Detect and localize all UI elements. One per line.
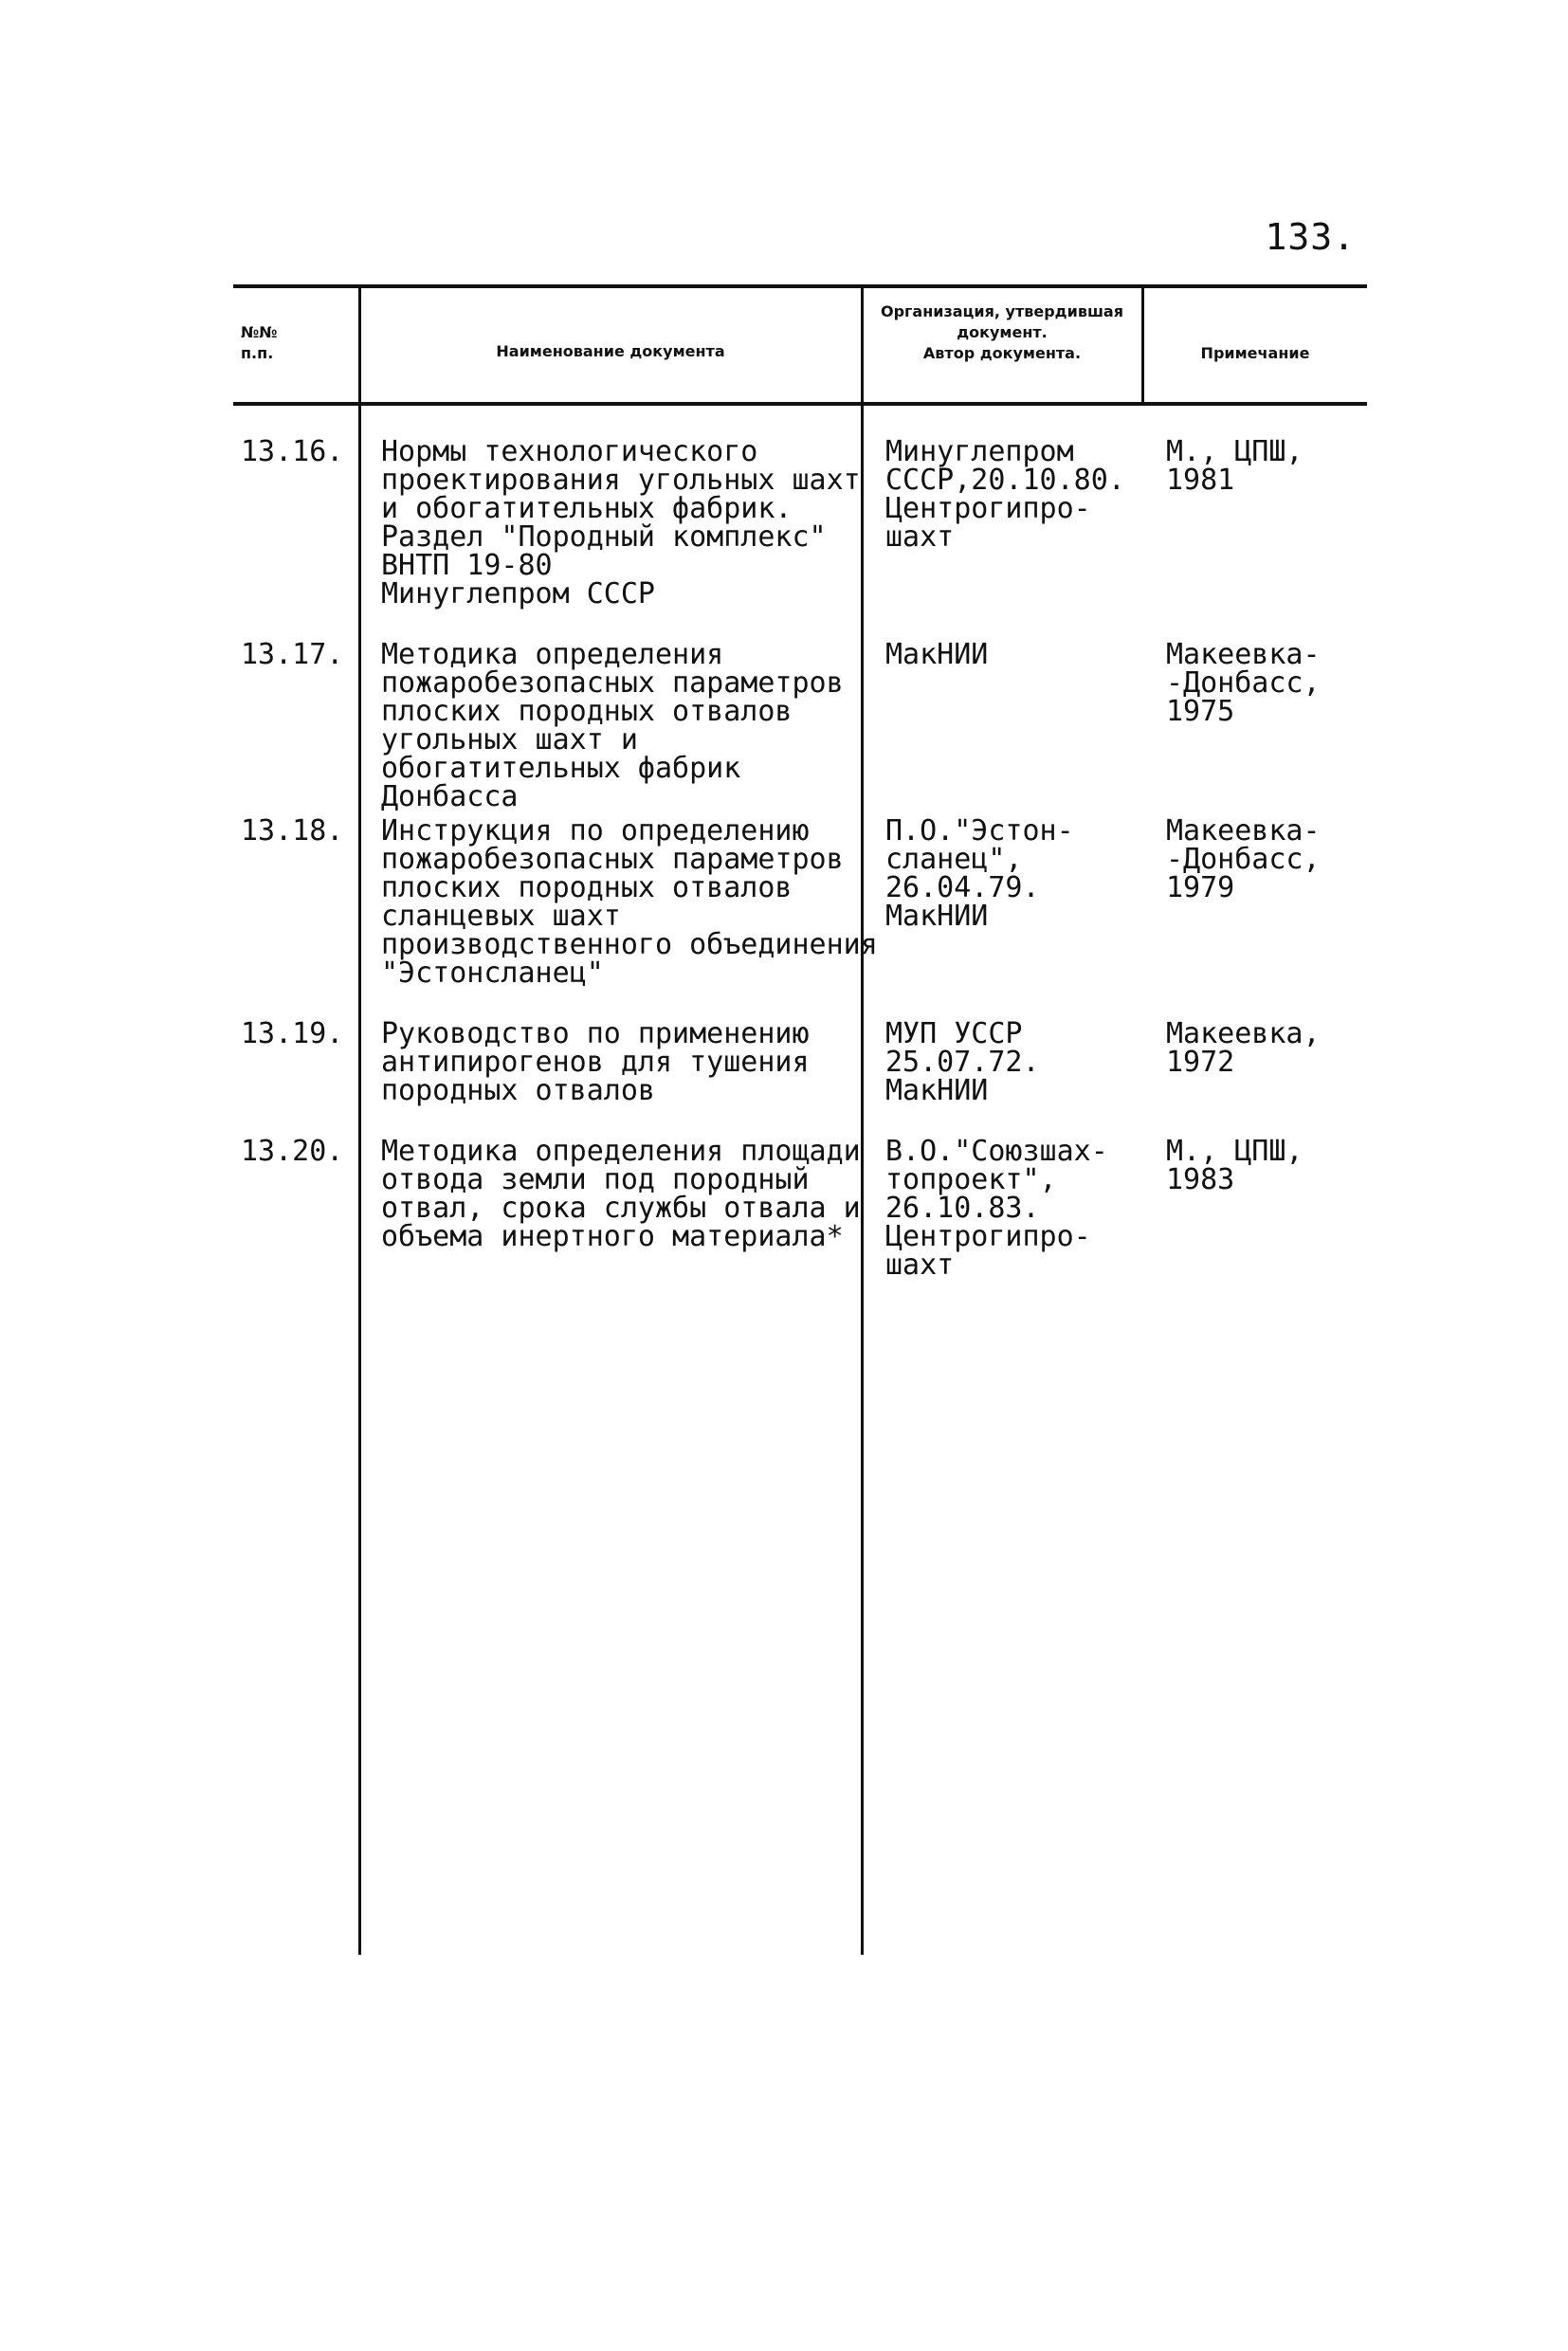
row-number: 13.20.	[241, 1135, 344, 1168]
row-document-name: Методика определения площади отвода земли под породный отвал, срока службы отвала и объема инертного материала*	[381, 1135, 861, 1253]
table-header-rule	[233, 402, 1367, 406]
row-document-name: Инструкция по определению пожаробезопасных параметров плоских породных отвалов сланцевых шахт производственного объединения "Эстонсланец"	[381, 814, 878, 990]
row-organization: П.О."Эстон- сланец", 26.04.79. МакНИИ	[885, 814, 1074, 933]
row-note: Макеевка, 1972	[1166, 1017, 1321, 1079]
row-organization: В.О."Союзшах- топроект", 26.10.83. Центрогипро- шахт	[885, 1135, 1108, 1282]
row-document-name: Методика определения пожаробезопасных параметров плоских породных отвалов угольных шахт и обогатительных фабрик Донбасса	[381, 638, 844, 813]
row-organization: МакНИИ	[885, 638, 989, 671]
header-organization: Организация, утвердившая документ. Автор документа.	[880, 302, 1123, 362]
row-organization: Минуглепром СССР,20.10.80. Центрогипро- шахт	[885, 435, 1125, 554]
row-note: Макеевка- -Донбасс, 1975	[1166, 638, 1321, 728]
page-number: 133.	[1265, 216, 1356, 258]
row-document-name: Руководство по применению антипирогенов для тушения породных отвалов	[381, 1017, 810, 1107]
row-note: М., ЦПШ, 1983	[1166, 1135, 1304, 1196]
table-top-rule	[233, 284, 1367, 288]
column-divider-1	[358, 286, 361, 1955]
header-note: Примечание	[1200, 344, 1310, 362]
row-number: 13.17.	[241, 638, 344, 671]
row-number: 13.19.	[241, 1017, 344, 1050]
row-document-name: Нормы технологического проектирования угольных шахт и обогатительных фабрик. Раздел "Породный комплекс" ВНТП 19-80 Минуглепром СССР	[381, 435, 861, 611]
row-note: Макеевка- -Донбасс, 1979	[1166, 814, 1321, 904]
row-number: 13.18.	[241, 814, 344, 847]
row-number: 13.16.	[241, 435, 344, 468]
row-organization: МУП УССР 25.07.72. МакНИИ	[885, 1017, 1040, 1107]
header-number: №№ п.п.	[241, 323, 278, 362]
row-note: М., ЦПШ, 1981	[1166, 435, 1304, 497]
header-document-name: Наименование документа	[496, 342, 725, 360]
